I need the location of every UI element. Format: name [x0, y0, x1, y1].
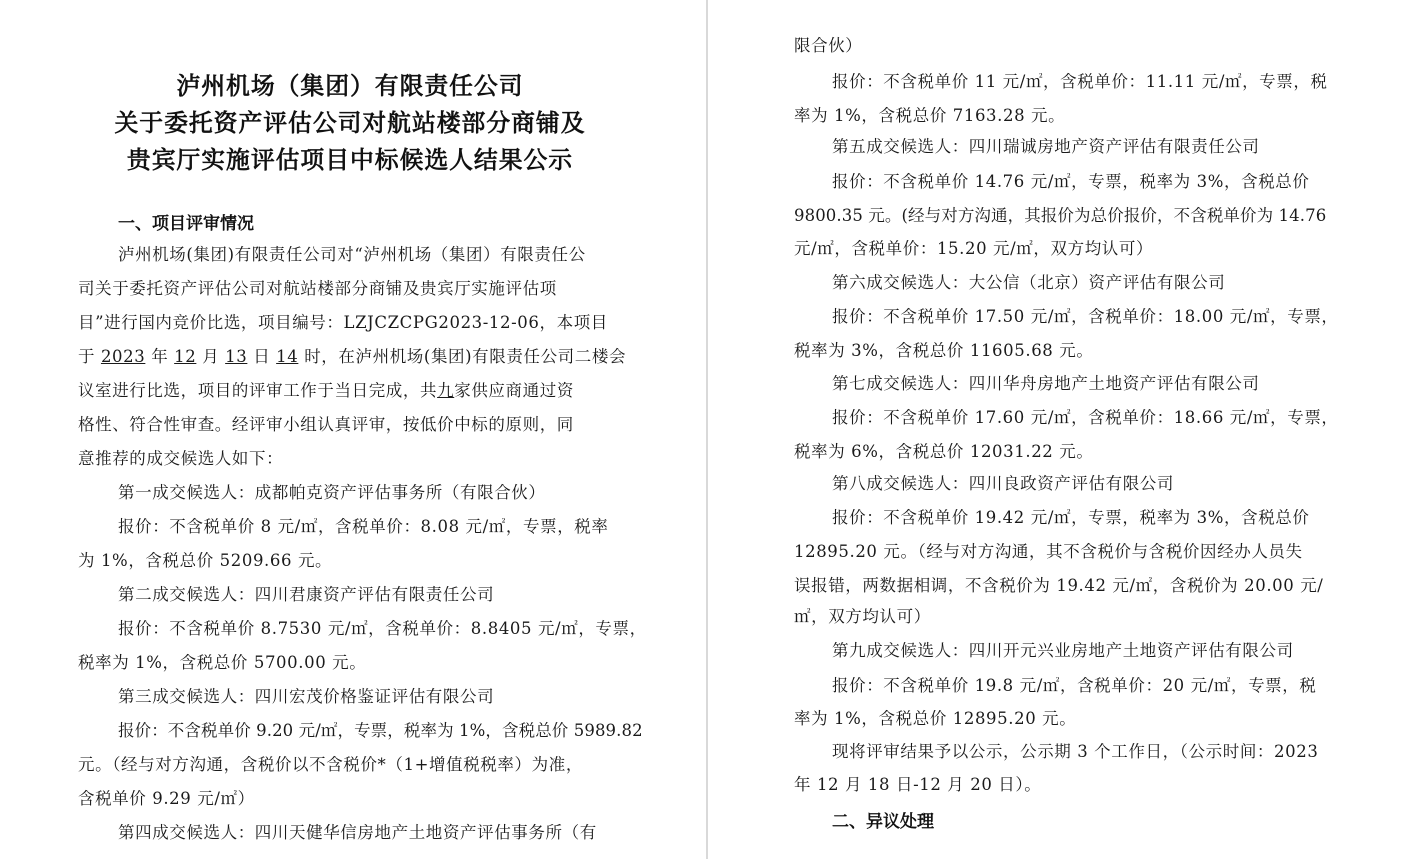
- candidate-9-name: 第九成交候选人：四川开元兴业房地产土地资产评估有限公司: [832, 641, 1294, 660]
- document-title-line-3: 贵宾厅实施评估项目中标候选人结果公示: [126, 146, 574, 174]
- candidate-5-price-cont: 9800.35 元。(经与对方沟通，其报价为总价报价，不含税单价为 14.76: [794, 206, 1327, 225]
- intro-line-6: 格性、符合性审查。经评审小组认真评审，按低价中标的原则，同: [78, 415, 574, 434]
- intro-year: 2023: [100, 347, 146, 366]
- candidate-8-price-cont-2: 误报错，两数据相调，不含税价为 19.42 元/㎡，含税价为 20.00 元/: [794, 576, 1324, 595]
- candidate-8-price-cont-3: ㎡，双方均认可）: [794, 607, 931, 626]
- document-page-left: [0, 0, 706, 859]
- candidate-4-name: 第四成交候选人：四川天健华信房地产土地资产评估事务所（有: [118, 823, 597, 842]
- candidate-9-price: 报价：不含税单价 19.8 元/㎡，含税单价：20 元/㎡，专票，税: [832, 676, 1317, 695]
- candidate-1-name: 第一成交候选人：成都帕克资产评估事务所（有限合伙）: [118, 483, 546, 502]
- candidate-8-price: 报价：不含税单价 19.42 元/㎡，专票，税率为 3%，含税总价: [832, 508, 1310, 527]
- candidate-5-name: 第五成交候选人：四川瑞诚房地产资产评估有限责任公司: [832, 137, 1260, 156]
- candidate-1-price-cont: 为 1%，含税总价 5209.66 元。: [78, 551, 333, 570]
- intro-text: 家供应商通过资: [454, 381, 574, 400]
- candidate-7-price: 报价：不含税单价 17.60 元/㎡，含税单价：18.66 元/㎡，专票，: [832, 408, 1339, 427]
- intro-line-2: 司关于委托资产评估公司对航站楼部分商铺及贵宾厅实施评估项: [78, 279, 557, 298]
- intro-hour: 14: [276, 347, 299, 366]
- candidate-3-price-cont-2: 含税单价 9.29 元/㎡）: [78, 789, 255, 808]
- intro-day: 13: [225, 347, 248, 366]
- candidate-9-price-cont: 率为 1%，含税总价 12895.20 元。: [794, 709, 1077, 728]
- candidate-3-price-cont: 元。（经与对方沟通，含税价以不含税价*（1+增值税税率）为准，: [78, 755, 583, 774]
- candidate-5-price-cont-2: 元/㎡，含税单价：15.20 元/㎡，双方均认可）: [794, 239, 1154, 258]
- publicity-notice-line-1: 现将评审结果予以公示，公示期 3 个工作日，（公示时间：2023: [832, 742, 1319, 761]
- candidate-5-price: 报价：不含税单价 14.76 元/㎡，专票，税率为 3%，含税总价: [832, 172, 1310, 191]
- intro-text: 于: [78, 347, 101, 366]
- intro-line-5: [78, 381, 574, 401]
- intro-text: 时，在泸州机场(集团)有限责任公司二楼会: [298, 347, 627, 366]
- candidate-2-price: 报价：不含税单价 8.7530 元/㎡，含税单价：8.8405 元/㎡，专票，: [118, 619, 647, 638]
- candidate-8-price-cont: 12895.20 元。（经与对方沟通，其不含税价与含税价因经办人员失: [794, 542, 1303, 561]
- candidate-1-price: 报价：不含税单价 8 元/㎡，含税单价：8.08 元/㎡，专票，税率: [118, 517, 609, 536]
- intro-month: 12: [174, 347, 197, 366]
- section-heading-review: 一、项目评审情况: [118, 214, 254, 234]
- section-heading-objection: 二、异议处理: [832, 812, 934, 832]
- document-title-line-1: 泸州机场（集团）有限责任公司: [176, 72, 524, 100]
- intro-text: 月: [196, 347, 226, 366]
- intro-line-1: 泸州机场(集团)有限责任公司对“泸州机场（集团）有限责任公: [118, 245, 586, 264]
- candidate-2-name: 第二成交候选人：四川君康资产评估有限责任公司: [118, 585, 495, 604]
- candidate-6-price-cont: 税率为 3%，含税总价 11605.68 元。: [794, 341, 1094, 360]
- candidate-4-name-cont: 限合伙）: [794, 36, 863, 55]
- intro-text: 年: [145, 347, 175, 366]
- candidate-3-name: 第三成交候选人：四川宏茂价格鉴证评估有限公司: [118, 687, 495, 706]
- candidate-6-name: 第六成交候选人：大公信（北京）资产评估有限公司: [832, 273, 1226, 292]
- document-page-right: [708, 0, 1418, 859]
- candidate-3-price: 报价：不含税单价 9.20 元/㎡，专票，税率为 1%，含税总价 5989.82: [118, 721, 643, 740]
- intro-text: 日: [247, 347, 277, 366]
- candidate-4-price: 报价：不含税单价 11 元/㎡，含税单价：11.11 元/㎡，专票，税: [832, 72, 1328, 91]
- intro-line-4: [78, 347, 626, 367]
- intro-line-3: 目”进行国内竞价比选，项目编号：LZJCZCPG2023-12-06，本项目: [78, 313, 608, 332]
- publicity-notice-line-2: 年 12 月 18 日-12 月 20 日）。: [794, 775, 1042, 794]
- intro-supplier-count: 九: [437, 381, 455, 400]
- candidate-8-name: 第八成交候选人：四川良政资产评估有限公司: [832, 474, 1174, 493]
- intro-line-7: 意推荐的成交候选人如下：: [78, 449, 284, 468]
- candidate-7-name: 第七成交候选人：四川华舟房地产土地资产评估有限公司: [832, 374, 1260, 393]
- document-title-line-2: 关于委托资产评估公司对航站楼部分商铺及: [114, 109, 586, 137]
- candidate-2-price-cont: 税率为 1%，含税总价 5700.00 元。: [78, 653, 367, 672]
- candidate-7-price-cont: 税率为 6%，含税总价 12031.22 元。: [794, 442, 1094, 461]
- intro-text: 议室进行比选，项目的评审工作于当日完成，共: [78, 381, 438, 400]
- candidate-4-price-cont: 率为 1%，含税总价 7163.28 元。: [794, 106, 1066, 125]
- candidate-6-price: 报价：不含税单价 17.50 元/㎡，含税单价：18.00 元/㎡，专票，: [832, 307, 1339, 326]
